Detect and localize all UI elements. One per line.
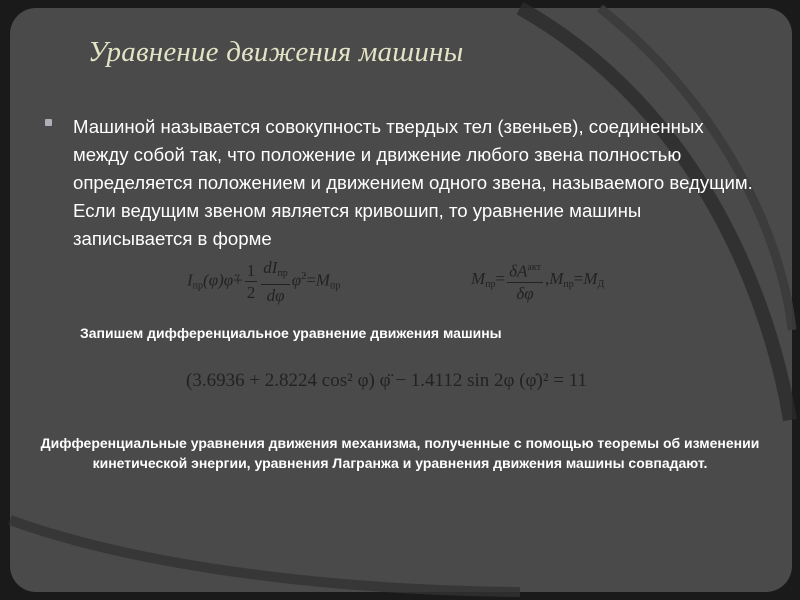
formula-operator: = [306,270,316,290]
fraction-denominator: 2 [246,283,256,302]
formula-fraction [261,257,290,306]
fraction-numerator: 1 [246,261,256,280]
bullet-marker [45,119,52,126]
differential-equation-caption: Запишем дифференциальное уравнение движения машины [80,325,502,341]
formula-symbol: M [583,269,598,289]
formula-separator: , [544,269,550,289]
formula-exponent: 2 [301,270,307,282]
formula-superscript: акт [527,262,541,273]
formula-subscript: пр [485,279,496,291]
formula-symbol: (φ) [203,270,224,290]
reduced-moment-formula [471,257,604,304]
fraction-numerator [261,257,290,285]
slide-title: Уравнение движения машины [88,36,464,68]
formula-subscript: пр [563,279,574,291]
fraction-denominator [261,285,290,306]
machine-equation-formula [187,257,340,306]
formula-symbol: δA [509,261,528,281]
formula-subscript: пр [192,280,204,292]
background-panel [10,8,792,592]
formula-fraction [507,257,543,304]
formula-symbol: M [471,269,486,289]
formula-subscript: пр [277,268,288,279]
formula-operator: = [573,269,584,289]
formula-symbol: φ̈ [223,270,234,290]
bullet-paragraph: Машиной называется совокупность твердых тел (звеньев), соединенных между собой так, что положение и движение любого звена полностью определяется положением и движением одного звена, называемого ведущим. Если ведущим звеном является кривошип, то уравнение машины записывается в форме [73,116,753,249]
fraction-numerator [507,257,543,283]
formula-operator: = [495,269,506,289]
formula-operator: + [233,270,243,290]
fraction-denominator [507,283,543,304]
formula-symbol: dφ [266,286,285,305]
formula-symbol: φ̇ [291,270,302,290]
formula-symbol: M [549,269,564,289]
formula-symbol: δφ [516,283,534,303]
formula-symbol: dI [263,258,278,277]
differential-equation-formula: (3.6936 + 2.8224 cos² φ) φ̈ − 1.4112 sin 2φ (φ̇)² = 11 [186,370,588,391]
formula-symbol: I [187,270,193,290]
formula-fraction [245,260,258,303]
formula-symbol: M [315,270,330,290]
formula-subscript: пр [329,280,341,292]
conclusion-paragraph: Дифференциальные уравнения движения механизма, полученные с помощью теоремы об изменении кинетической энергии, уравнения Лагранжа и уравнения движения машины совпадают. [40,435,760,471]
formula-subscript: Д [597,279,605,291]
